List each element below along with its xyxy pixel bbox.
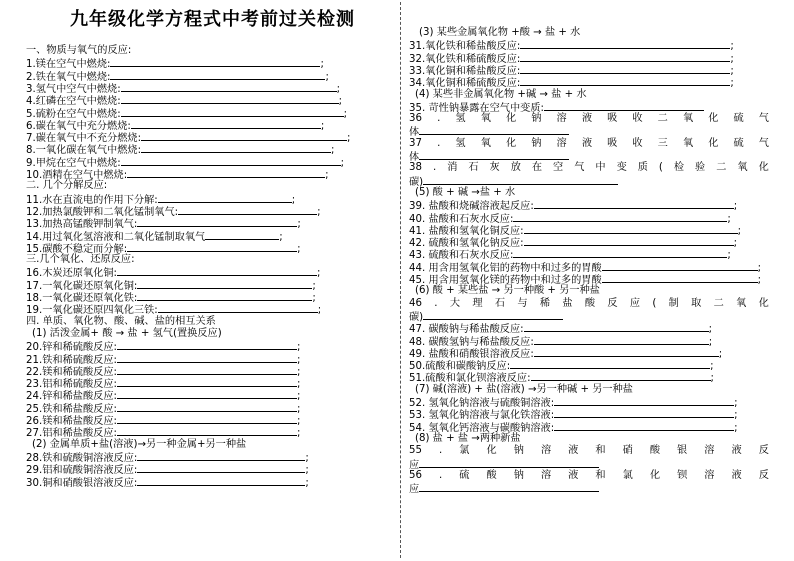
- end-punct: ;: [718, 348, 723, 360]
- end-punct: ;: [338, 96, 343, 108]
- question-46-char: 石: [494, 297, 506, 309]
- question-37-char: 溶: [556, 137, 567, 149]
- end-punct: ;: [317, 305, 322, 317]
- question-46-char: 制: [668, 297, 679, 309]
- question-item-text: 体: [409, 152, 420, 163]
- question-37-char: 氢: [455, 137, 466, 149]
- question-46-char: 化: [758, 297, 769, 309]
- answer-blank[interactable]: [524, 322, 709, 332]
- question-38-char: .: [432, 162, 437, 174]
- question-38-char: 38: [409, 162, 422, 174]
- answer-blank[interactable]: [137, 217, 297, 227]
- end-punct: ;: [316, 268, 321, 280]
- answer-blank[interactable]: [513, 212, 727, 222]
- question-36-char: 气: [758, 113, 769, 125]
- question-36-char: 氢: [455, 113, 466, 125]
- question-item-text: 24.锌和稀盐酸反应:: [26, 391, 117, 403]
- question-38-char: (: [658, 162, 663, 174]
- question-36-char: 溶: [556, 113, 567, 125]
- question-item-text: 32.氧化铁和稀硫酸反应:: [409, 53, 521, 65]
- question-38-char: 放: [510, 162, 521, 174]
- subsection-heading: [32, 439, 246, 451]
- question-item-text: 54. 氢氧化钙溶液与碳酸钠溶液:: [409, 422, 555, 434]
- question-item-text: 29.铝和硫酸铜溶液反应:: [26, 465, 138, 477]
- answer-blank[interactable]: [520, 76, 730, 86]
- question-56-char: 硫: [459, 469, 470, 481]
- subsection-heading: [415, 187, 515, 199]
- question-46-char: (: [652, 297, 657, 309]
- end-punct: ;: [734, 422, 738, 434]
- question-item-text: 22.镁和稀硫酸反应:: [26, 366, 117, 378]
- question-38-char: 气: [574, 162, 585, 174]
- question-46-char: 与: [517, 297, 528, 309]
- answer-blank[interactable]: [117, 340, 297, 350]
- end-punct: ;: [733, 238, 737, 250]
- question-item-text: 9.甲烷在空气中燃烧:: [26, 157, 121, 169]
- question-56-char: 56: [409, 469, 422, 481]
- question-36-char: 化: [708, 113, 719, 125]
- answer-blank[interactable]: [158, 303, 318, 313]
- end-punct: ;: [325, 170, 329, 181]
- answer-blank[interactable]: [524, 236, 734, 246]
- column-divider: [400, 2, 401, 558]
- question-item-text: 应: [409, 484, 420, 496]
- question-37-char: 收: [632, 137, 643, 149]
- question-55-char: 氯: [459, 445, 470, 457]
- end-punct: ;: [708, 324, 712, 336]
- end-punct: ;: [296, 391, 301, 403]
- end-punct: ;: [296, 428, 301, 440]
- answer-blank[interactable]: [602, 273, 758, 283]
- question-item-text: 13.加热高锰酸钾制氧气:: [26, 219, 138, 231]
- question-item-text: 20.锌和稀硫酸反应:: [26, 342, 117, 354]
- question-38-char: 变: [616, 162, 627, 174]
- end-punct: ;: [297, 219, 301, 231]
- end-punct: ;: [727, 250, 731, 262]
- answer-blank[interactable]: [137, 451, 305, 461]
- question-item-text: 14.用过氧化氢溶液和二氧化锰制取氧气: [26, 231, 206, 243]
- question-36-char: 氧: [682, 113, 694, 125]
- answer-blank[interactable]: [137, 476, 305, 486]
- answer-blank[interactable]: [121, 94, 339, 104]
- answer-blank[interactable]: [137, 463, 305, 473]
- question-item-text: 34.氧化铜和稀硫酸反应:: [409, 78, 521, 90]
- question-36-char: 二: [657, 113, 668, 125]
- question-37-char: 吸: [607, 137, 618, 149]
- answer-blank[interactable]: [121, 107, 344, 117]
- end-punct: ;: [296, 416, 301, 427]
- subsection-heading-text: (4) 某些非金属氧化物 +碱 → 盐 + 水: [415, 88, 587, 100]
- question-38-char: 消: [447, 162, 458, 174]
- subsection-heading: [32, 328, 222, 340]
- answer-blank[interactable]: [141, 131, 347, 141]
- section-heading-text: 三.几个氧化、还原反应:: [26, 254, 135, 266]
- section-heading: [26, 254, 135, 266]
- end-punct: ;: [279, 231, 283, 243]
- subsection-heading-text: (2) 金属单质+盐(溶液)→另一种金属+另一种盐: [32, 438, 247, 450]
- end-punct: ;: [727, 213, 731, 225]
- end-punct: ;: [737, 225, 741, 237]
- end-punct: ;: [336, 83, 341, 95]
- question-56-char: 钡: [677, 469, 688, 481]
- question-38-char: 灰: [489, 162, 500, 174]
- question-item-text: 28.铁和硫酸铜溶液反应:: [26, 452, 138, 464]
- question-item-text: 23.铝和稀硫酸反应:: [26, 379, 117, 391]
- question-55-char: 银: [677, 445, 688, 457]
- answer-blank[interactable]: [137, 291, 312, 301]
- answer-blank[interactable]: [205, 230, 279, 240]
- question-item: [26, 476, 309, 490]
- question-38-char: 空: [553, 162, 564, 174]
- answer-blank[interactable]: [520, 52, 730, 62]
- question-46-char: 理: [472, 297, 483, 309]
- end-punct: ;: [730, 53, 734, 65]
- question-item-text: 35. 苛性钠暴露在空气中变质:: [409, 102, 544, 114]
- question-36-char: 收: [632, 113, 643, 125]
- end-punct: ;: [730, 65, 734, 77]
- question-56-char: 和: [595, 469, 606, 481]
- answer-blank[interactable]: [534, 347, 719, 357]
- answer-blank[interactable]: [423, 310, 563, 320]
- question-56-char: 化: [649, 469, 660, 481]
- answer-blank[interactable]: [554, 396, 734, 406]
- question-55-char: 液: [568, 445, 579, 457]
- answer-blank[interactable]: [117, 353, 297, 363]
- answer-blank[interactable]: [531, 371, 711, 381]
- question-item-text: 47. 碳酸钠与稀盐酸反应:: [409, 324, 524, 336]
- answer-blank[interactable]: [110, 57, 320, 67]
- question-55-char: .: [439, 445, 443, 457]
- end-punct: ;: [734, 410, 738, 422]
- question-36-char: 36: [409, 113, 422, 125]
- question-item-text: 5.硫粉在空气中燃烧:: [26, 108, 121, 120]
- answer-blank[interactable]: [117, 426, 297, 436]
- question-37-char: 钠: [531, 137, 542, 149]
- answer-blank[interactable]: [423, 175, 618, 185]
- end-punct: ;: [708, 336, 713, 348]
- end-punct: ;: [305, 477, 309, 489]
- question-37-char: 氧: [682, 137, 694, 149]
- end-punct: ;: [296, 342, 301, 354]
- answer-blank[interactable]: [117, 266, 317, 276]
- question-item-text: 52. 氢氧化钠溶液与硫酸铜溶液:: [409, 398, 555, 409]
- answer-blank[interactable]: [117, 414, 297, 424]
- question-item-text: 41. 盐酸和氢氧化铜反应:: [409, 225, 524, 237]
- question-56-char: 氯: [622, 469, 633, 481]
- question-36-char: 氧: [480, 113, 491, 125]
- answer-blank[interactable]: [520, 64, 730, 74]
- question-37-char: 氧: [480, 137, 491, 149]
- question-37-char: 液: [581, 137, 592, 149]
- section-heading-text: 一、物质与氧气的反应:: [26, 45, 132, 56]
- end-punct: ;: [733, 201, 738, 213]
- question-item-text: 3.氢气中空气中燃烧:: [26, 83, 121, 95]
- question-item-text: 12.加热氯酸钾和二氧化锰制氧气:: [26, 206, 179, 218]
- question-37-char: 化: [505, 137, 517, 149]
- end-punct: ;: [312, 293, 316, 304]
- question-56-char: 液: [731, 469, 742, 481]
- question-55-char: 溶: [540, 445, 552, 457]
- subsection-heading: [415, 384, 633, 396]
- question-item-text: 碳): [409, 311, 424, 323]
- end-punct: ;: [317, 206, 321, 218]
- answer-blank[interactable]: [121, 156, 341, 166]
- question-item-text: 8.一氧化碳在氧气中燃烧:: [26, 145, 142, 157]
- end-punct: ;: [347, 133, 351, 145]
- question-56: [409, 470, 769, 482]
- subsection-heading-text: (5) 酸 + 碱 →盐 + 水: [415, 186, 516, 198]
- question-item: [409, 482, 599, 496]
- end-punct: ;: [291, 194, 296, 206]
- question-item-text: 48. 碳酸氢钠与稀盐酸反应:: [409, 336, 534, 348]
- answer-blank[interactable]: [127, 242, 297, 252]
- answer-blank[interactable]: [419, 482, 599, 492]
- answer-blank[interactable]: [510, 359, 710, 369]
- question-37-char: 化: [708, 137, 719, 149]
- answer-blank[interactable]: [117, 377, 297, 387]
- question-46-char: 酸: [584, 297, 596, 309]
- question-item-text: 31.氧化铁和稀盐酸反应:: [409, 41, 521, 53]
- answer-blank[interactable]: [110, 70, 325, 80]
- question-36-char: 钠: [531, 113, 542, 125]
- end-punct: ;: [340, 157, 345, 169]
- question-item-text: 2.铁在氧气中燃烧:: [26, 71, 111, 83]
- question-55-char: 硝: [622, 445, 633, 457]
- page-title: 九年级化学方程式中考前过关检测: [70, 9, 355, 30]
- end-punct: ;: [296, 354, 301, 366]
- question-38-char: 二: [716, 162, 727, 174]
- question-46-char: .: [434, 297, 438, 309]
- subsection-heading-text: (7) 碱(溶液) + 盐(溶液) →另一种碱 + 另一种盐: [415, 383, 633, 395]
- question-38-char: 中: [595, 162, 606, 174]
- end-punct: ;: [296, 403, 301, 415]
- end-punct: ;: [325, 71, 329, 83]
- question-38-char: 化: [758, 162, 769, 174]
- question-56-char: 溶: [540, 469, 552, 481]
- end-punct: ;: [305, 452, 309, 464]
- answer-blank[interactable]: [513, 248, 727, 258]
- answer-blank[interactable]: [602, 261, 758, 271]
- end-punct: ;: [296, 379, 301, 391]
- question-46-char: 46: [409, 297, 422, 309]
- question-37-char: 三: [657, 137, 668, 149]
- question-item-text: 1.镁在空气中燃烧:: [26, 59, 111, 71]
- subsection-heading: [419, 27, 580, 39]
- answer-blank[interactable]: [419, 150, 569, 160]
- question-56-char: 酸: [486, 469, 497, 481]
- answer-blank[interactable]: [127, 168, 325, 178]
- question-38-char: 氧: [737, 162, 748, 174]
- end-punct: ;: [297, 243, 301, 255]
- question-item-text: 25.铁和稀盐酸反应:: [26, 403, 117, 415]
- answer-blank[interactable]: [141, 143, 331, 153]
- question-item-text: 44. 用含用氢氧化铝的药物中和过多的胃酸: [409, 262, 602, 274]
- answer-blank[interactable]: [544, 101, 704, 111]
- question-item-text: 42. 硫酸和氢氧化钠反应:: [409, 238, 524, 250]
- question-item-text: 4.红磷在空气中燃烧:: [26, 96, 121, 108]
- answer-blank[interactable]: [178, 205, 317, 215]
- question-55-char: 液: [731, 445, 742, 457]
- question-56-char: .: [439, 469, 443, 481]
- subsection-heading: [415, 433, 521, 445]
- answer-blank[interactable]: [520, 39, 730, 49]
- question-37-char: 37: [409, 137, 422, 149]
- question-38-char: 验: [695, 162, 706, 174]
- end-punct: ;: [734, 398, 738, 409]
- question-item-text: 18.一氧化碳还原氧化铁:: [26, 293, 138, 304]
- question-item-text: 43. 硫酸和石灰水反应:: [409, 250, 514, 262]
- answer-blank[interactable]: [419, 458, 599, 468]
- question-56-char: 液: [568, 469, 579, 481]
- answer-blank[interactable]: [117, 365, 297, 375]
- question-38-char: 在: [531, 162, 543, 174]
- question-item-text: 碳): [409, 176, 424, 188]
- question-55: [409, 445, 769, 457]
- section-heading: [26, 316, 216, 328]
- question-55-char: 反: [758, 445, 769, 457]
- question-item-text: 45. 用含用氢氧化镁的药物中和过多的胃酸: [409, 275, 602, 286]
- answer-blank[interactable]: [117, 389, 297, 399]
- question-36: [409, 113, 769, 125]
- question-46-char: 稀: [539, 297, 551, 309]
- question-56-char: 钠: [513, 469, 524, 481]
- question-55-char: 酸: [649, 445, 660, 457]
- end-punct: ;: [320, 59, 324, 71]
- question-55-char: 和: [595, 445, 606, 457]
- end-punct: ;: [296, 366, 301, 378]
- question-56-char: 反: [758, 469, 769, 481]
- question-item-text: 40. 盐酸和石灰水反应:: [409, 213, 514, 225]
- end-punct: ;: [312, 280, 316, 292]
- question-item-text: 15.碳酸不稳定而分解:: [26, 243, 128, 255]
- section-heading: [26, 45, 131, 57]
- question-item-text: 26.镁和稀盐酸反应:: [26, 416, 117, 427]
- end-punct: ;: [710, 361, 714, 373]
- question-36-char: 硫: [733, 113, 744, 125]
- question-46-char: 氧: [736, 297, 747, 309]
- question-46-char: 大: [449, 297, 461, 309]
- question-55-char: 溶: [704, 445, 715, 457]
- section-heading-text: 四. 单质、氧化物、酸、碱、盐的相互关系: [26, 315, 216, 327]
- end-punct: ;: [757, 262, 762, 274]
- answer-blank[interactable]: [158, 193, 292, 203]
- question-38-char: 石: [468, 162, 479, 174]
- question-46-char: 盐: [562, 297, 573, 309]
- question-46-char: 二: [713, 297, 724, 309]
- question-36-char: 液: [581, 113, 592, 125]
- question-item-text: 体: [409, 127, 420, 139]
- question-46-char: 反: [607, 297, 618, 309]
- question-item-text: 49. 盐酸和硝酸银溶液反应:: [409, 348, 534, 360]
- answer-blank[interactable]: [117, 402, 297, 412]
- question-56-char: 溶: [704, 469, 715, 481]
- question-item-text: 6.碳在氧气中充分燃烧:: [26, 120, 131, 132]
- end-punct: ;: [320, 120, 325, 132]
- question-37: [409, 138, 769, 150]
- subsection-heading-text: (6) 酸 + 某些盐 → 另一种酸 + 另一种盐: [415, 285, 600, 297]
- question-46-char: 应: [629, 297, 641, 309]
- question-item-text: 10.酒精在空气中燃烧:: [26, 170, 128, 181]
- answer-blank[interactable]: [524, 224, 738, 234]
- question-37-char: .: [437, 137, 441, 149]
- end-punct: ;: [710, 373, 714, 385]
- answer-blank[interactable]: [131, 119, 321, 129]
- question-36-char: 吸: [607, 113, 618, 125]
- subsection-heading-text: (8) 盐 + 盐 →两种新盐: [415, 432, 521, 444]
- answer-blank[interactable]: [419, 125, 569, 135]
- subsection-heading-text: (3) 某些金属氧化物 +酸 → 盐 + 水: [419, 27, 581, 38]
- question-37-char: 硫: [733, 137, 744, 149]
- answer-blank[interactable]: [554, 421, 734, 431]
- question-item-text: 50.硫酸和碳酸钠反应:: [409, 361, 511, 373]
- question-item-text: 33.氧化铜和稀盐酸反应:: [409, 65, 521, 77]
- question-item-text: 应: [409, 459, 420, 471]
- answer-blank[interactable]: [534, 199, 734, 209]
- question-item-text: 53. 氢氧化钠溶液与氯化铁溶液:: [409, 410, 555, 422]
- question-item-text: 27.铝和稀盐酸反应:: [26, 428, 117, 440]
- question-item-text: 51.硫酸和氯化钡溶液反应:: [409, 373, 531, 385]
- question-item-text: 21.铁和稀硫酸反应:: [26, 354, 117, 366]
- answer-blank[interactable]: [534, 335, 709, 345]
- end-punct: ;: [305, 465, 309, 477]
- question-item-text: 11.水在直流电的作用下分解:: [26, 194, 158, 206]
- question-38-char: 质: [637, 162, 648, 174]
- section-heading-text: 二. 几个分解反应:: [26, 180, 108, 192]
- end-punct: ;: [757, 275, 762, 286]
- question-item-text: 19.一氧化碳还原四氧化三铁:: [26, 305, 158, 317]
- question-46: [409, 298, 769, 310]
- question-38: [409, 162, 769, 174]
- subsection-heading: [415, 285, 600, 297]
- end-punct: ;: [343, 108, 348, 120]
- question-item-text: 30.铜和硝酸银溶液反应:: [26, 477, 138, 489]
- question-36-char: .: [437, 113, 441, 125]
- end-punct: ;: [730, 41, 734, 53]
- question-item-text: 16.木炭还原氧化铜:: [26, 268, 117, 280]
- question-item-text: 7.碳在氧气中不充分燃烧:: [26, 133, 142, 145]
- question-46-char: 取: [691, 297, 702, 309]
- subsection-heading: [415, 89, 587, 101]
- question-55-char: 钠: [513, 445, 524, 457]
- end-punct: ;: [730, 78, 734, 90]
- answer-blank[interactable]: [137, 279, 312, 289]
- end-punct: ;: [331, 145, 335, 157]
- subsection-heading-text: (1) 活泼金属+ 酸 → 盐 + 氢气(置换反应): [32, 327, 222, 339]
- question-38-char: 检: [673, 162, 685, 174]
- question-item-text: 17.一氧化碳还原氧化铜:: [26, 280, 138, 292]
- question-55-char: 化: [486, 445, 497, 457]
- answer-blank[interactable]: [554, 408, 734, 418]
- question-55-char: 55: [409, 445, 422, 457]
- section-heading: [26, 180, 107, 192]
- question-item-text: 39. 盐酸和烧碱溶液起反应:: [409, 201, 534, 213]
- question-36-char: 化: [505, 113, 517, 125]
- question-37-char: 气: [758, 137, 769, 149]
- answer-blank[interactable]: [121, 82, 337, 92]
